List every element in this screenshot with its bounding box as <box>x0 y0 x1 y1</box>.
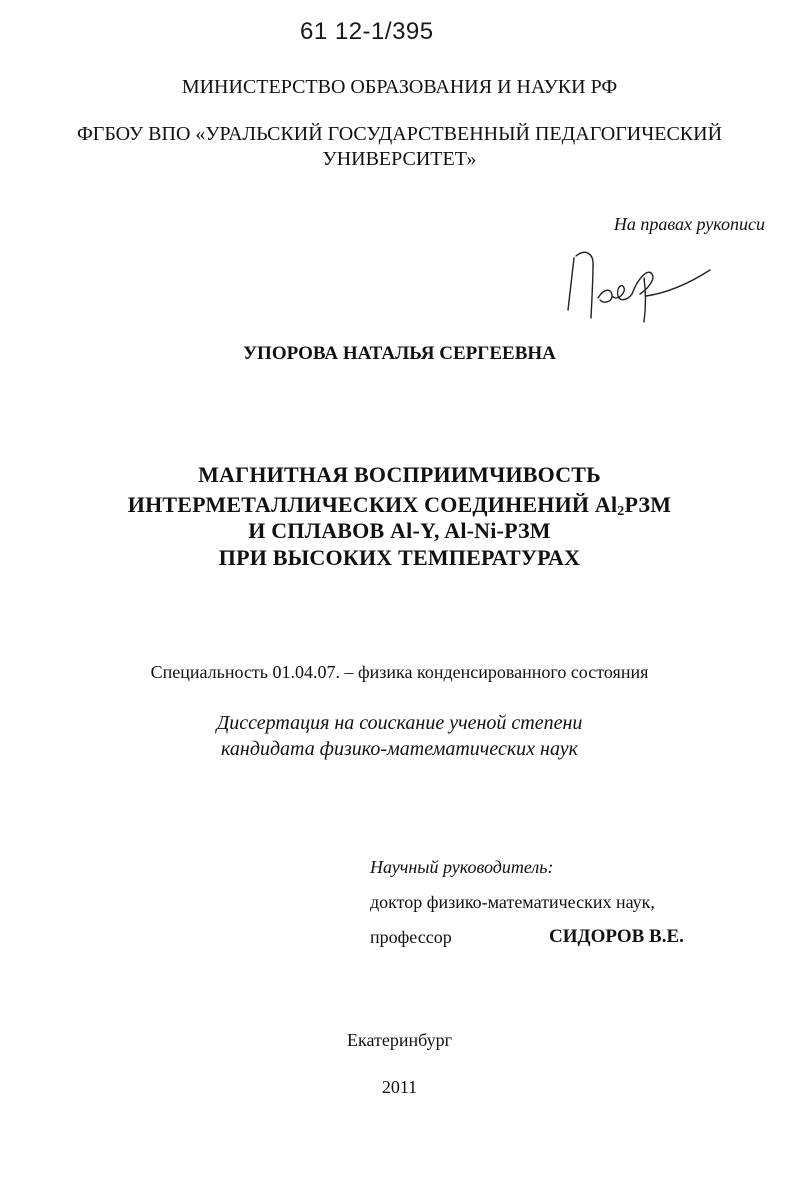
author-name: УПОРОВА НАТАЛЬЯ СЕРГЕЕВНА <box>243 343 556 364</box>
university-heading-line1: ФГБОУ ВПО «УРАЛЬСКИЙ ГОСУДАРСТВЕННЫЙ ПЕДАГОГИЧЕСКИЙ <box>76 123 723 145</box>
thesis-title-line1: МАГНИТНАЯ ВОСПРИИМЧИВОСТЬ <box>198 462 601 487</box>
specialty-line: Специальность 01.04.07. – физика конденсированного состояния <box>150 662 649 682</box>
thesis-title-line2-suffix: РЗМ <box>624 492 672 517</box>
manuscript-rights-note: На правах рукописи <box>613 214 765 234</box>
supervisor-name: СИДОРОВ В.Е. <box>549 926 684 947</box>
ministry-heading: МИНИСТЕРСТВО ОБРАЗОВАНИЯ И НАУКИ РФ <box>181 76 618 98</box>
university-heading-line2: УНИВЕРСИТЕТ» <box>322 148 477 170</box>
thesis-title-line4: ПРИ ВЫСОКИХ ТЕМПЕРАТУРАХ <box>218 545 581 570</box>
thesis-title-line2 <box>0 492 799 520</box>
handwritten-signature <box>560 248 730 328</box>
archive-stamp-number: 61 12-1/395 <box>300 18 434 45</box>
thesis-title-line3: И СПЛАВОВ Al-Y, Al-Ni-РЗМ <box>248 518 551 543</box>
thesis-title-line2-text: ИНТЕРМЕТАЛЛИЧЕСКИХ СОЕДИНЕНИЙ Al <box>127 492 618 517</box>
degree-statement-line1: Диссертация на соискание ученой степени <box>216 712 583 734</box>
city: Екатеринбург <box>347 1030 452 1050</box>
supervisor-degree: доктор физико-математических наук, <box>370 892 655 912</box>
thesis-title-subscript: 2 <box>617 504 625 519</box>
degree-statement-line2: кандидата физико-математических наук <box>221 738 578 760</box>
supervisor-academic-title: профессор <box>370 927 452 947</box>
year: 2011 <box>381 1077 418 1097</box>
supervisor-label: Научный руководитель: <box>370 857 554 877</box>
